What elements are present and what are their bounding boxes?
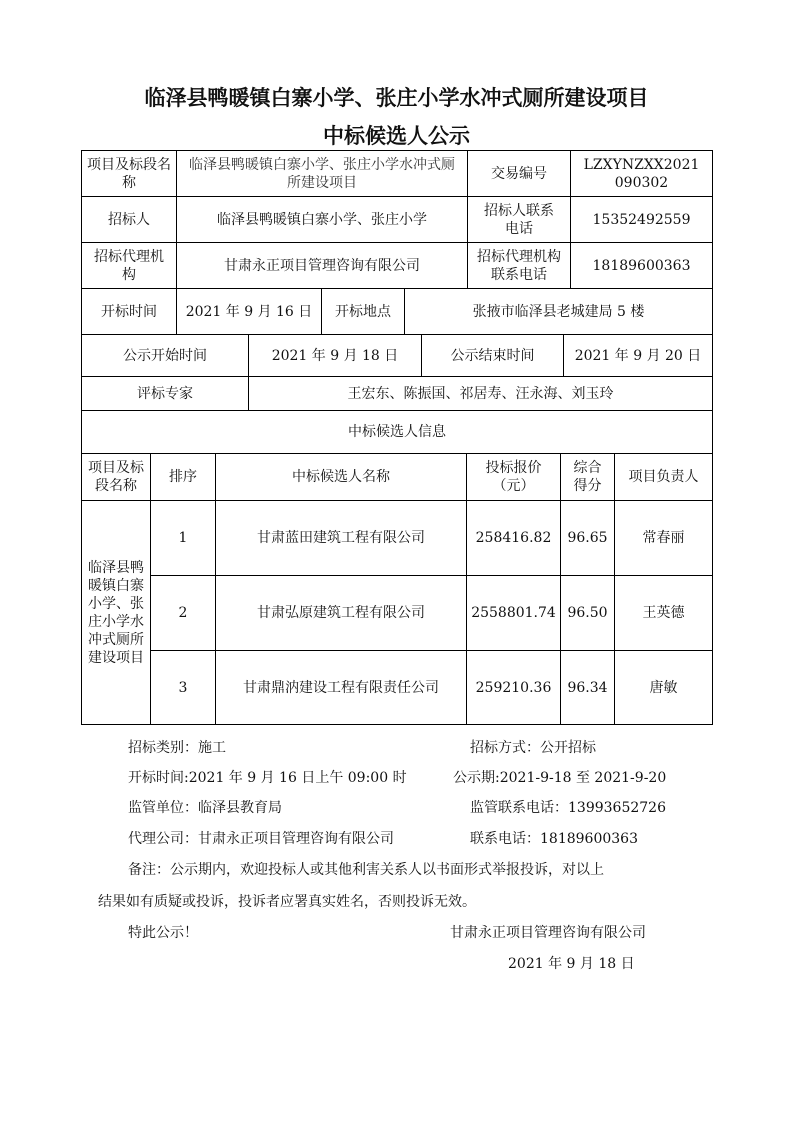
candidate-score: 96.50: [567, 605, 608, 621]
supervisor: 监管单位：临泽县教育局: [128, 800, 282, 816]
candidate-name: 甘肃蓝田建筑工程有限公司: [257, 530, 425, 546]
document-title: 临泽县鸭暖镇白寨小学、张庄小学水冲式厕所建设项目: [144, 86, 649, 110]
note-line-2: 结果如有质疑或投诉，投诉者应署真实姓名，否则投诉无效。: [98, 894, 476, 910]
trade-no-label: 交易编号: [491, 165, 547, 182]
agent-company: 代理公司：甘肃永正项目管理咨询有限公司: [128, 831, 394, 847]
tenderer-phone-label: 招标人联系电话: [484, 202, 554, 237]
col-header-manager: 项目负责人: [628, 469, 699, 485]
col-header-project: 项目及标段名称: [88, 460, 144, 494]
experts-value: 王宏东、陈振国、祁居寿、汪永海、刘玉玲: [347, 385, 614, 402]
trade-no-value: LZXYNZXX2021090302: [583, 156, 700, 191]
candidates-section-title: 中标候选人信息: [348, 424, 446, 440]
candidate-name: 甘肃鼎汭建设工程有限责任公司: [243, 679, 439, 696]
candidate-price: 259210.36: [475, 679, 552, 696]
tenderer-value: 临泽县鸭暖镇白寨小学、张庄小学: [217, 211, 427, 228]
col-header-name: 中标候选人名称: [292, 469, 390, 485]
tenderer-label: 招标人: [108, 211, 150, 228]
candidates-project-name: 临泽县鸭暖镇白寨小学、张庄小学水冲式厕所建设项目: [88, 559, 144, 666]
supervisor-phone: 监管联系电话：13993652726: [470, 800, 666, 816]
pub-end-value: 2021 年 9 月 20 日: [574, 347, 702, 364]
agent-phone-label: 招标代理机构联系电话: [477, 248, 561, 283]
candidate-rank: 1: [178, 530, 188, 546]
project-label: 项目及标段名称: [87, 156, 171, 191]
candidate-rank: 3: [178, 679, 188, 696]
pub-end-label: 公示结束时间: [450, 347, 535, 364]
note-line-1: 备注：公示期内，欢迎投标人或其他利害关系人以书面形式举报投诉，对以上: [128, 862, 604, 878]
announce-text: 特此公示！: [128, 925, 198, 941]
open-place-label: 开标地点: [335, 303, 391, 320]
tender-type: 招标类别：施工: [128, 740, 226, 756]
tender-method: 招标方式：公开招标: [470, 740, 596, 756]
candidate-price: 2558801.74: [471, 605, 556, 621]
open-place-value: 张掖市临泽县老城建局 5 楼: [472, 303, 645, 320]
agent-value: 甘肃永正项目管理咨询有限公司: [224, 257, 420, 274]
candidate-name: 甘肃弘原建筑工程有限公司: [257, 605, 425, 621]
signature-company: 甘肃永正项目管理咨询有限公司: [450, 925, 646, 941]
candidate-manager: 王英德: [642, 605, 685, 621]
candidate-rank: 2: [178, 605, 188, 621]
document-subtitle: 中标候选人公示: [323, 124, 470, 148]
candidate-score: 96.34: [567, 679, 608, 696]
candidate-price: 258416.82: [475, 530, 552, 546]
project-value: 临泽县鸭暖镇白寨小学、张庄小学水冲式厕所建设项目: [189, 156, 455, 191]
open-time-note: 开标时间:2021 年 9 月 16 日上午 09:00 时: [128, 770, 407, 786]
tenderer-phone-value: 15352492559: [592, 211, 691, 228]
agent-label: 招标代理机构: [94, 248, 164, 283]
candidate-score: 96.65: [567, 530, 608, 546]
candidate-manager: 唐敏: [649, 679, 678, 696]
pub-start-label: 公示开始时间: [123, 347, 207, 364]
pub-period: 公示期:2021-9-18 至 2021-9-20: [453, 770, 667, 786]
col-header-score: 综合得分: [573, 460, 602, 494]
agent-phone-value: 18189600363: [592, 257, 691, 274]
open-time-value: 2021 年 9 月 16 日: [185, 303, 313, 320]
col-header-price: 投标报价（元）: [485, 460, 542, 494]
agent-phone: 联系电话：18189600363: [470, 831, 638, 847]
pub-start-value: 2021 年 9 月 18 日: [271, 347, 399, 364]
experts-label: 评标专家: [137, 385, 193, 402]
open-time-label: 开标时间: [101, 303, 157, 320]
candidate-manager: 常春丽: [642, 530, 685, 546]
col-header-rank: 排序: [169, 469, 197, 485]
signature-date: 2021 年 9 月 18 日: [508, 956, 635, 972]
